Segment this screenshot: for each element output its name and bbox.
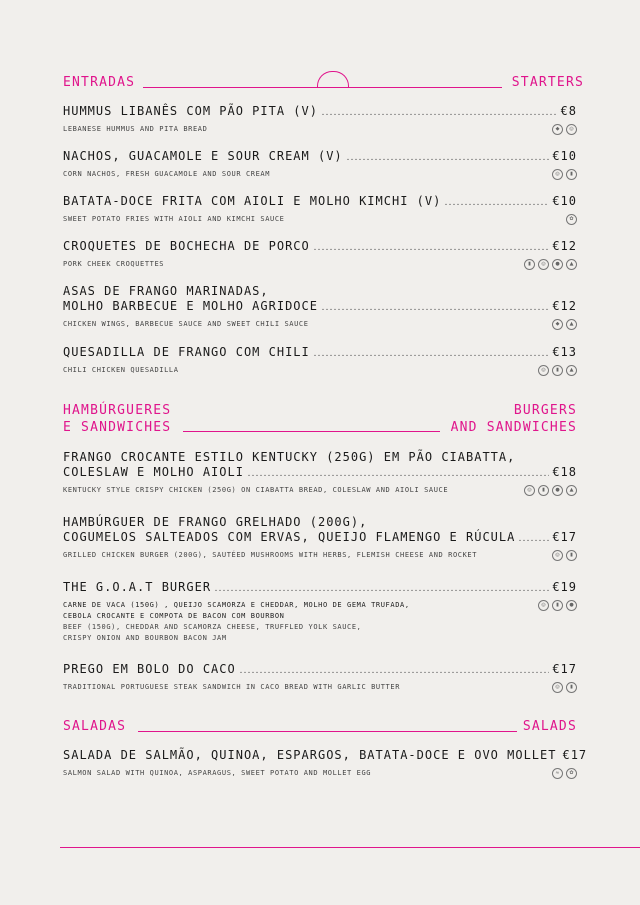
mustard-icon: ▲ — [566, 319, 577, 330]
item-price: €12 — [552, 239, 577, 253]
item-name-line: MOLHO BARBECUE E MOLHO AGRIDOCE — [63, 299, 318, 313]
item-name — [63, 194, 577, 209]
sesame-icon: ◆ — [552, 319, 563, 330]
sesame-icon: ◆ — [552, 124, 563, 135]
celery-icon: ✿ — [566, 768, 577, 779]
dot-leader — [239, 663, 550, 673]
item-name — [63, 580, 577, 595]
gluten-icon: ◎ — [552, 550, 563, 561]
item-name — [63, 748, 588, 763]
menu-item — [63, 748, 588, 779]
section-title-pt: HAMBÚRGUERES E SANDWICHES — [63, 403, 172, 435]
section-header-salads — [63, 718, 577, 738]
item-price: €10 — [552, 194, 577, 208]
allergen-icons — [552, 124, 577, 135]
item-name — [63, 284, 577, 314]
gluten-icon: ◎ — [524, 485, 535, 496]
mustard-icon: ▲ — [566, 365, 577, 376]
item-name — [63, 239, 577, 254]
allergen-icons — [524, 485, 577, 496]
menu-item — [63, 194, 577, 225]
allergen-icons — [538, 600, 577, 611]
menu-item — [63, 515, 577, 561]
menu-item — [63, 284, 577, 330]
item-name-line: PREGO EM BOLO DO CACO — [63, 662, 236, 676]
gluten-icon: ◎ — [552, 682, 563, 693]
item-description: GRILLED CHICKEN BURGER (200G), SAUTÉED MUSHROOMS WITH HERBS, FLEMISH CHEESE AND ROCKET — [63, 551, 478, 559]
item-name-line: HUMMUS LIBANÊS COM PÃO PITA (V) — [63, 104, 318, 118]
section-header-burgers — [63, 402, 577, 438]
allergen-icons — [552, 550, 577, 561]
fish-icon: ≈ — [552, 768, 563, 779]
item-description: PORK CHEEK CROQUETTES — [63, 260, 165, 268]
item-name — [63, 515, 577, 545]
item-name-line: THE G.O.A.T BURGER — [63, 580, 212, 594]
item-name — [63, 450, 577, 480]
dot-leader — [214, 581, 549, 591]
menu-item — [63, 580, 577, 644]
item-name-line: ASAS DE FRANGO MARINADAS, — [63, 284, 269, 298]
milk-icon: ▮ — [566, 169, 577, 180]
egg-icon: ● — [566, 600, 577, 611]
section-title-en: STARTERS — [511, 75, 584, 90]
dot-leader — [518, 531, 549, 541]
item-description: KENTUCKY STYLE CRISPY CHICKEN (250G) ON CIABATTA BREAD, COLESLAW AND AIOLI SAUCE — [63, 486, 449, 494]
item-price: €18 — [552, 465, 577, 479]
egg-icon: ● — [552, 259, 563, 270]
item-name-line: HAMBÚRGUER DE FRANGO GRELHADO (200G), — [63, 515, 368, 529]
egg-icon: ● — [552, 485, 563, 496]
section-title-pt: SALADAS — [63, 719, 127, 734]
dot-leader — [313, 346, 550, 356]
milk-icon: ▮ — [552, 365, 563, 376]
mustard-icon: ▲ — [566, 259, 577, 270]
item-description: LEBANESE HUMMUS AND PITA BREAD — [63, 125, 208, 133]
item-price: €8 — [560, 104, 577, 118]
item-price: €10 — [552, 149, 577, 163]
milk-icon: ▮ — [566, 550, 577, 561]
section-header-starters — [63, 74, 584, 94]
milk-icon: ▮ — [552, 600, 563, 611]
item-price: €13 — [552, 345, 577, 359]
gluten-icon: ◎ — [538, 365, 549, 376]
allergen-icons — [566, 214, 577, 225]
menu-item — [63, 662, 577, 693]
section-title-en: BURGERS AND SANDWICHES — [450, 403, 577, 435]
item-price: €12 — [552, 299, 577, 313]
item-name-line: FRANGO CROCANTE ESTILO KENTUCKY (250G) EM PÃO CIABATTA, — [63, 450, 516, 464]
dot-leader — [444, 195, 549, 205]
item-name — [63, 149, 577, 164]
milk-icon: ▮ — [538, 485, 549, 496]
item-name-line: BATATA-DOCE FRITA COM AIOLI E MOLHO KIMCHI (V) — [63, 194, 442, 208]
item-description: CORN NACHOS, FRESH GUACAMOLE AND SOUR CREAM — [63, 170, 271, 178]
item-name — [63, 662, 577, 677]
menu-item — [63, 450, 577, 496]
dot-leader — [321, 105, 558, 115]
gluten-icon: ◎ — [538, 600, 549, 611]
mustard-icon: ▲ — [566, 485, 577, 496]
item-description: CHICKEN WINGS, BARBECUE SAUCE AND SWEET CHILI SAUCE — [63, 320, 309, 328]
item-name-line: SALADA DE SALMÃO, QUINOA, ESPARGOS, BATATA-DOCE E OVO MOLLET — [63, 748, 557, 762]
item-name-line: COGUMELOS SALTEADOS COM ERVAS, QUEIJO FLAMENGO E RÚCULA — [63, 530, 516, 544]
menu-item — [63, 345, 577, 376]
item-description: BEEF (150G), CHEDDAR AND SCAMORZA CHEESE, TRUFFLED YOLK SAUCE, CRISPY ONION AND BOURBON BACON JAM — [63, 623, 362, 642]
allergen-icons — [552, 768, 577, 779]
item-price: €17 — [562, 748, 588, 762]
milk-icon: ▮ — [566, 682, 577, 693]
item-description: CHILI CHICKEN QUESADILLA — [63, 366, 179, 374]
menu-item — [63, 239, 577, 270]
celery-icon: ✿ — [566, 214, 577, 225]
item-description: TRADITIONAL PORTUGUESE STEAK SANDWICH IN CACO BREAD WITH GARLIC BUTTER — [63, 683, 401, 691]
item-name-line: NACHOS, GUACAMOLE E SOUR CREAM (V) — [63, 149, 343, 163]
gluten-icon: ◎ — [552, 169, 563, 180]
item-price: €17 — [552, 530, 577, 544]
dot-leader — [313, 240, 550, 250]
arch-ornament — [317, 71, 349, 87]
allergen-icons — [552, 319, 577, 330]
footer-rule — [60, 847, 640, 848]
item-price: €19 — [552, 580, 577, 594]
item-description: SWEET POTATO FRIES WITH AIOLI AND KIMCHI SAUCE — [63, 215, 285, 223]
item-name — [63, 104, 577, 119]
menu-item — [63, 149, 577, 180]
gluten-icon: ◎ — [538, 259, 549, 270]
item-description: SALMON SALAD WITH QUINOA, ASPARAGUS, SWEET POTATO AND MOLLET EGG — [63, 769, 372, 777]
item-price: €17 — [552, 662, 577, 676]
milk-icon: ▮ — [524, 259, 535, 270]
item-description-pt: CARNE DE VACA (150G) , QUEIJO SCAMORZA E CHEDDAR, MOLHO DE GEMA TRUFADA, CEBOLA CROCANTE E COMPOTA DE BACON COM BOURBON — [63, 601, 410, 620]
section-title-en: SALADS — [522, 719, 577, 734]
dot-leader — [247, 466, 549, 476]
section-title-pt: ENTRADAS — [63, 75, 136, 90]
item-name-line: COLESLAW E MOLHO AIOLI — [63, 465, 244, 479]
item-name — [63, 345, 577, 360]
item-name-line: QUESADILLA DE FRANGO COM CHILI — [63, 345, 310, 359]
item-name-line: CROQUETES DE BOCHECHA DE PORCO — [63, 239, 310, 253]
allergen-icons — [552, 682, 577, 693]
dot-leader — [346, 150, 550, 160]
menu-item — [63, 104, 577, 135]
allergen-icons — [524, 259, 577, 270]
allergen-icons — [552, 169, 577, 180]
dot-leader — [321, 300, 549, 310]
gluten-icon: ◎ — [566, 124, 577, 135]
allergen-icons — [538, 365, 577, 376]
